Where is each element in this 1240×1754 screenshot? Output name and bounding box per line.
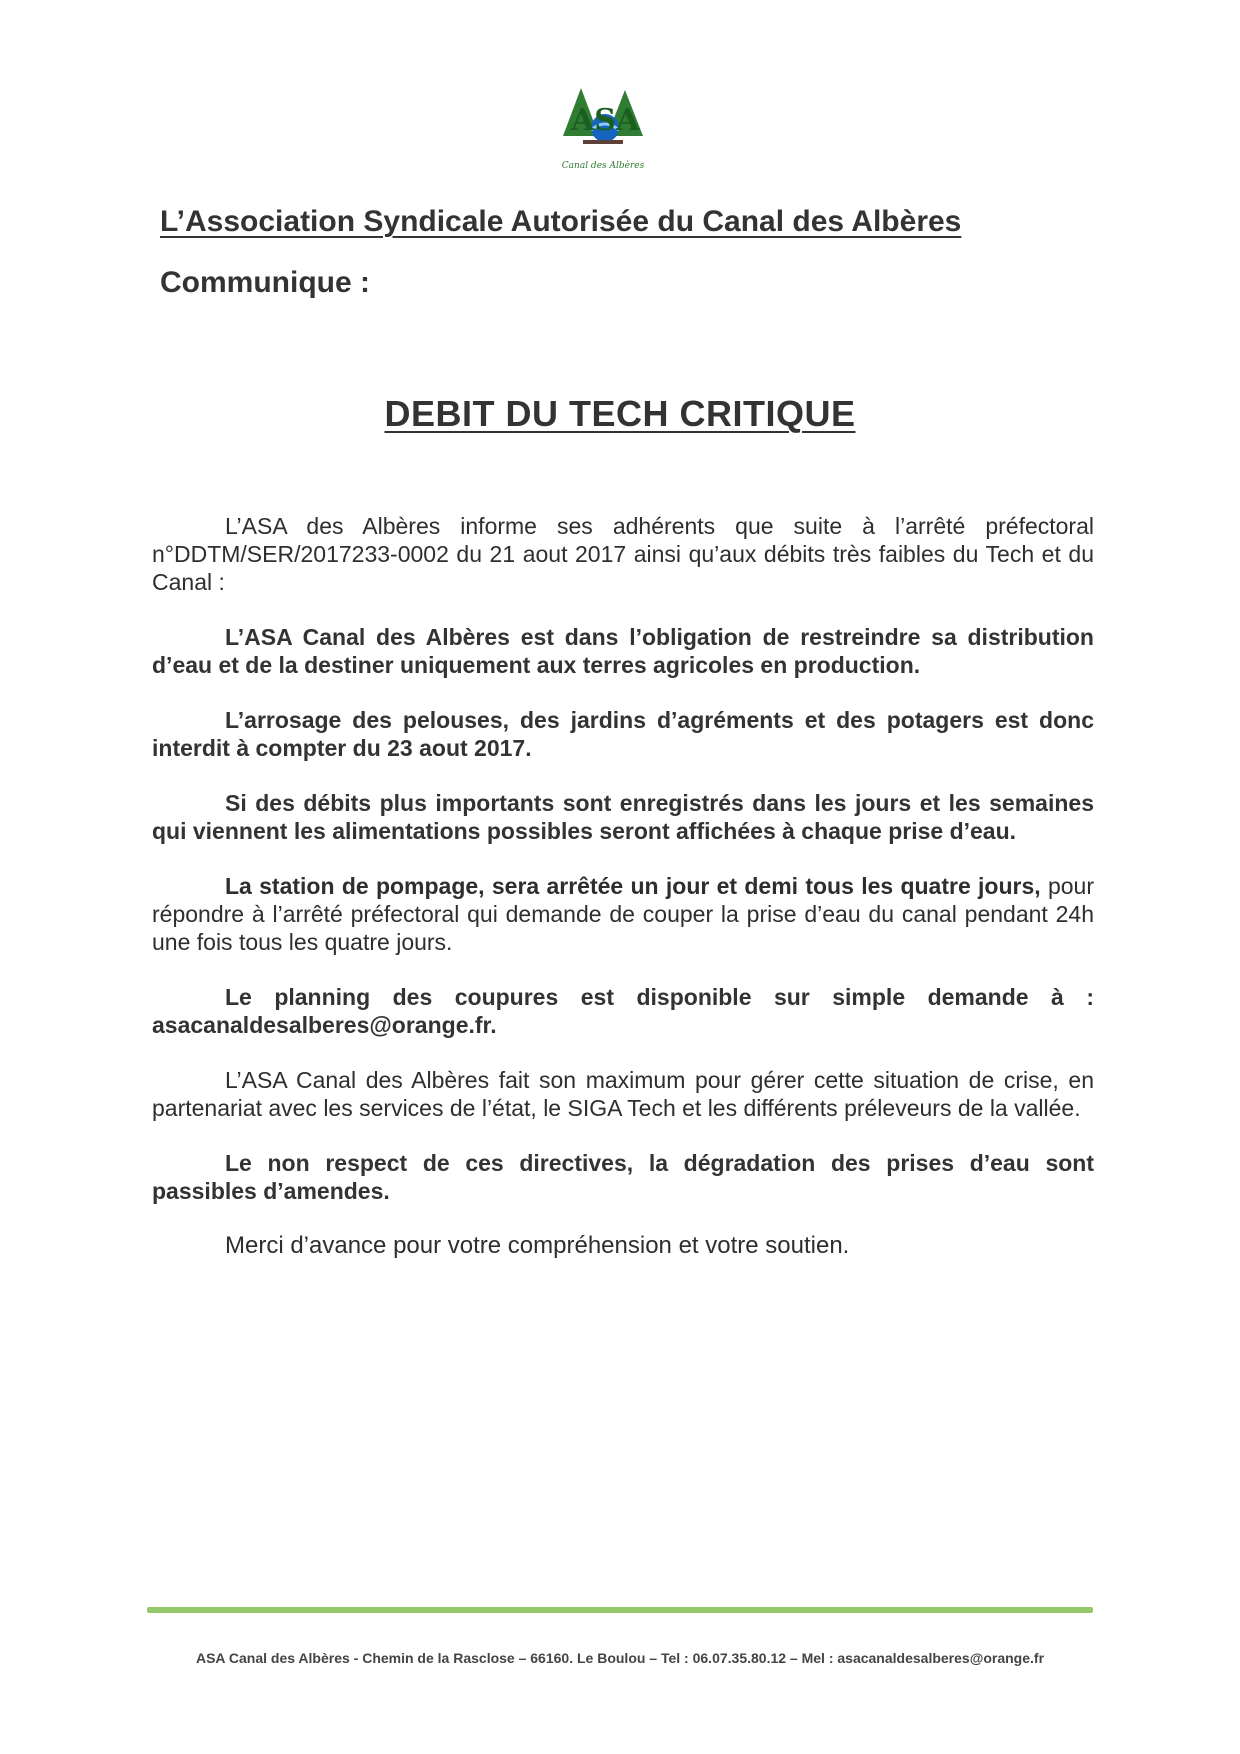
headline: DEBIT DU TECH CRITIQUE <box>384 393 856 434</box>
body-text <box>152 512 1094 1287</box>
paragraph-higher-flows: Si des débits plus importants sont enregistrés dans les jours et les semaines qui viennent les alimentations possibles seront affichées à chaque prise d’eau. <box>152 790 1094 844</box>
paragraph-thanks: Merci d’avance pour votre compréhension et votre soutien. <box>225 1232 850 1259</box>
footer-contact: ASA Canal des Albères - Chemin de la Rasclose – 66160. Le Boulou – Tel : 06.07.35.80.12 – Mel : asacanaldesalberes@orange.fr <box>195 1650 1045 1666</box>
paragraph-watering-ban: L’arrosage des pelouses, des jardins d’agréments et des potagers est donc interdit à compter du 23 aout 2017. <box>152 707 1094 761</box>
asa-logo <box>553 78 653 178</box>
pumping-station-bold: La station de pompage, sera arrêtée un jour et demi tous les quatre jours, <box>225 873 1041 899</box>
footer-divider <box>147 1607 1093 1613</box>
logo-graphic <box>553 78 653 178</box>
pumping-station-rest: pour répondre à l’arrêté préfectoral qui demande de couper la prise d’eau du canal pendant 24h une fois tous les quatre jours. <box>152 873 1094 955</box>
paragraph-planning: Le planning des coupures est disponible sur simple demande à : asacanaldesalberes@orange.fr. <box>152 984 1094 1038</box>
paragraph-pumping-station <box>152 872 1094 956</box>
paragraph-intro: L’ASA des Albères informe ses adhérents que suite à l’arrêté préfectoral n°DDTM/SER/2017233-0002 du 21 aout 2017 ainsi qu’aux débits très faibles du Tech et du Canal : <box>152 513 1094 595</box>
logo-caption: Canal des Albères <box>561 161 645 171</box>
paragraph-restriction: L’ASA Canal des Albères est dans l’obligation de restreindre sa distribution d’eau et de la destiner uniquement aux terres agricoles en production. <box>152 624 1094 678</box>
communique-label: Communique : <box>160 266 370 299</box>
paragraph-penalties: Le non respect de ces directives, la dégradation des prises d’eau sont passibles d’amendes. <box>152 1150 1094 1204</box>
organization-title: L’Association Syndicale Autorisée du Canal des Albères <box>160 205 962 238</box>
logo-letters: ASA <box>571 103 640 138</box>
paragraph-crisis-management: L’ASA Canal des Albères fait son maximum pour gérer cette situation de crise, en partenariat avec les services de l’état, le SIGA Tech et les différents préleveurs de la vallée. <box>152 1067 1094 1121</box>
